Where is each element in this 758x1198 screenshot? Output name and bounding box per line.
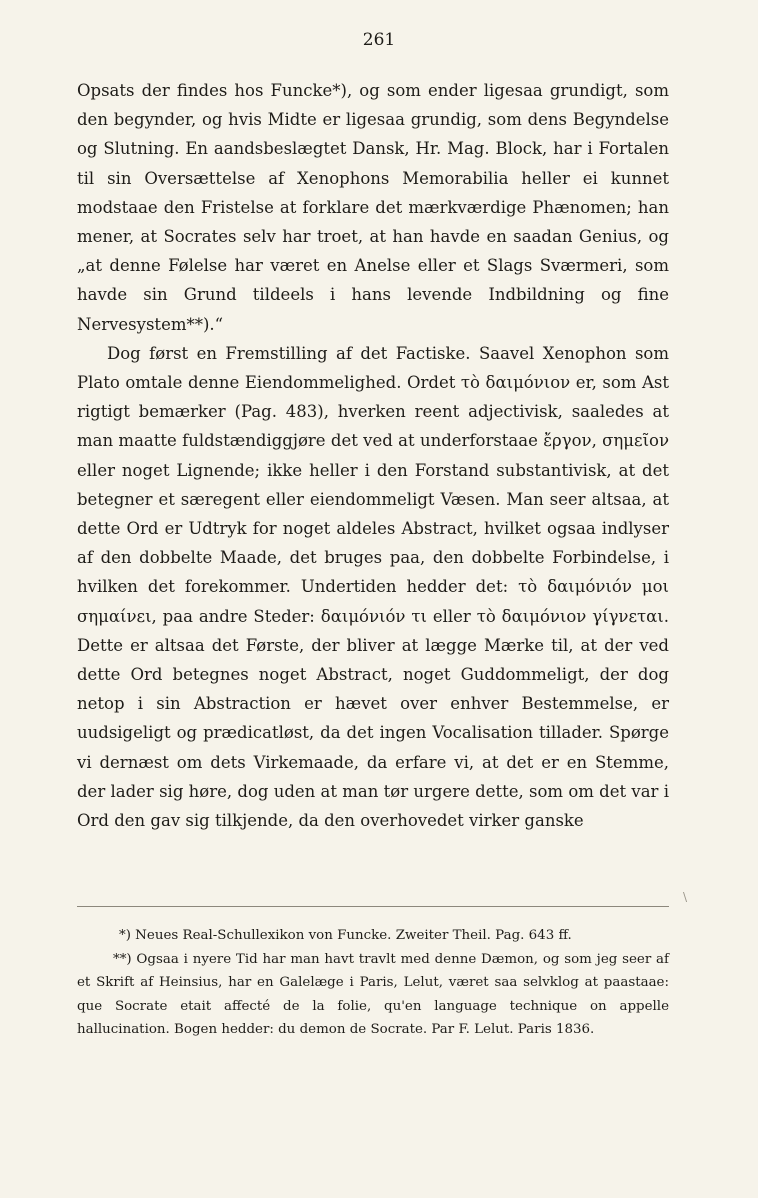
- footnote-1: *) Neues Real-Schullexikon von Funcke. Zweiter Theil. Pag. 643 ff.: [119, 928, 572, 943]
- footnotes: [77, 924, 669, 1042]
- marginal-mark: \: [683, 890, 688, 904]
- footnote-separator: [77, 906, 669, 907]
- paragraph-2: Dog først en Fremstilling af det Factiske. Saavel Xenophon som Plato omtale denne Eiendommelighed. Ordet τὸ δαιμόνιον er, som Ast rigtigt bemærker (Pag. 483), hverken reent adjectivisk, saaledes at man maatte fuldstændiggjøre det ved at underforstaae ἔργον, σημεῖον eller noget Lignende; ikke heller i den Forstand substantivisk, at det betegner et særegent eller eiendommeligt Væsen. Man seer altsaa, at dette Ord er Udtryk for noget aldeles Abstract, hvilket ogsaa indlyser af den dobbelte Maade, det bruges paa, den dobbelte Forbindelse, i hvilken det forekommer. Undertiden hedder det: τὸ δαιμόνιόν μοι σημαίνει, paa andre Steder: δαιμόνιόν τι eller τὸ δαιμόνιον γίγνεται. Dette er altsaa det Første, der bliver at lægge Mærke til, at der ved dette Ord betegnes noget Abstract, noget Guddommeligt, der dog netop i sin Abstraction er hævet over enhver Bestemmelse, er uudsigeligt og prædicatløst, da det ingen Vocalisation tillader. Spørge vi dernæst om dets Virkemaade, da erfare vi, at det er en Stemme, der lader sig høre, dog uden at man tør urgere dette, som om det var i Ord den gav sig tilkjende, da den overhovedet virker ganske: [77, 343, 669, 831]
- paragraph-1: Opsats der findes hos Funcke*), og som ender ligesaa grundigt, som den begynder, og hvis Midte er ligesaa grundig, som dens Begyndelse og Slutning. En aandsbeslægtet Dansk, Hr. Mag. Block, har i Fortalen til sin Oversættelse af Xenophons Memorabilia heller ei kunnet modstaae den Fristelse at forklare det mærkværdige Phænomen; han mener, at Socrates selv har troet, at han havde en saadan Genius, og „at denne Følelse har været en Anelse eller et Slags Sværmeri, som havde sin Grund tildeels i hans levende Indbildning og fine Nervesystem**).“: [77, 81, 669, 334]
- footnote-2: **) Ogsaa i nyere Tid har man havt travlt med denne Dæmon, og som jeg seer af et Skrift af Heinsius, har en Galelæge i Paris, Lelut, været saa selvklog at paastaae: que Socrate etait affecté de la folie, qu'en language technique on appelle hallucination. Bogen hedder: du demon de Socrate. Par F. Lelut. Paris 1836.: [77, 951, 669, 1037]
- body-text: [77, 76, 669, 835]
- page-number: 261: [362, 30, 396, 50]
